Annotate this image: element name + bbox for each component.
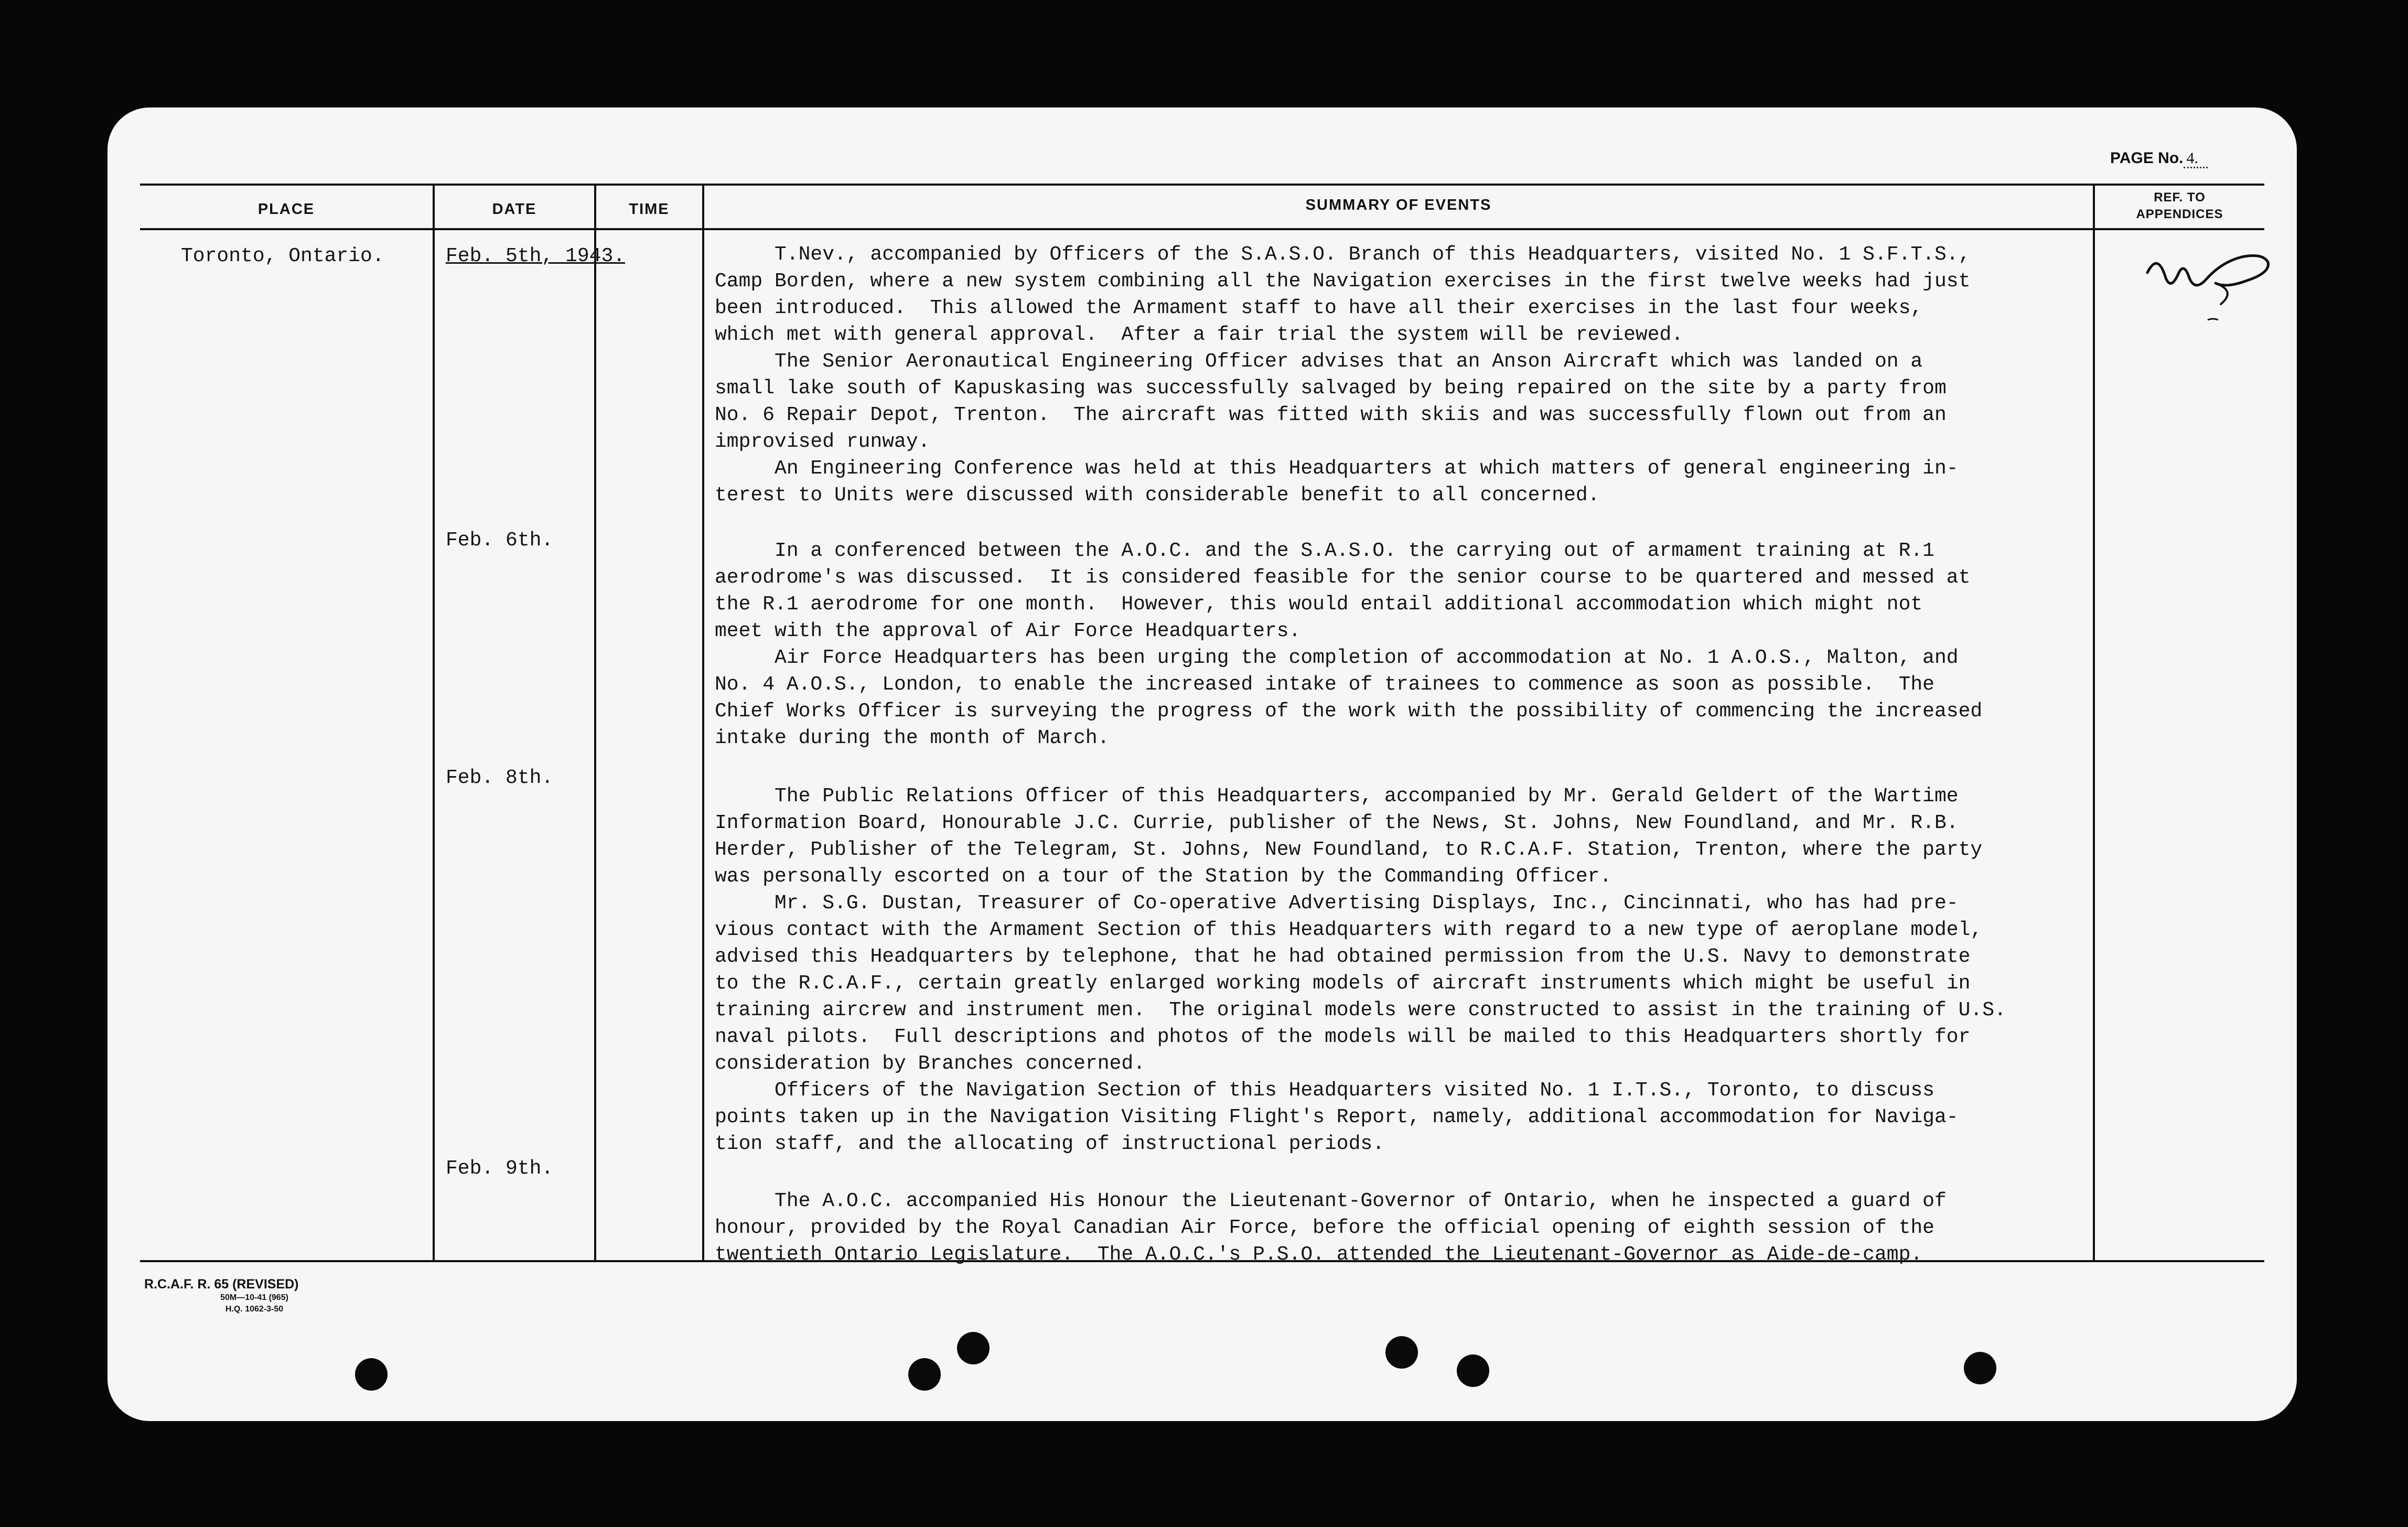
- date-cell-feb6: Feb. 6th.: [446, 529, 554, 552]
- entry-paragraph: An Engineering Conference was held at this Headquarters at which matters of general engineering in- terest to Units were discussed with considerable benefit to all concerned.: [715, 457, 1959, 507]
- handwritten-initials: [2137, 241, 2278, 325]
- column-divider-date: [594, 185, 596, 1261]
- column-header-time: TIME: [629, 201, 670, 218]
- form-print-run: 50M—10-41 (965): [220, 1293, 288, 1302]
- column-header-date: DATE: [492, 201, 537, 218]
- entry-paragraph: Officers of the Navigation Section of this Headquarters visited No. 1 I.T.S., Toronto, to discuss points taken up in the Navigation Visiting Flight's Report, namely, additional accommodation for Naviga- tion staff, and the allocating of instructional periods.: [715, 1079, 1959, 1155]
- page-number: [2110, 149, 2208, 167]
- date-cell-feb9: Feb. 9th.: [446, 1157, 554, 1180]
- form-number: R.C.A.F. R. 65 (REVISED): [144, 1277, 299, 1292]
- entry-paragraph: Air Force Headquarters has been urging the completion of accommodation at No. 1 A.O.S., Malton, and No. 4 A.O.S., London, to enable the increased intake of trainees to commence as soon as possible. The Chief Works Officer is surveying the progress of the work with the possibility of commencing the increased intake during the month of March.: [715, 647, 1983, 749]
- entry-paragraph: T.Nev., accompanied by Officers of the S.A.S.O. Branch of this Headquarters, visited No. 1 S.F.T.S., Camp Borden, where a new system combining all the Navigation exercises in the first twelve weeks had just been introduced. This allowed the Armament staff to have all their exercises in the last four weeks, which met with general approval. After a fair trial the system will be reviewed.: [715, 243, 1971, 346]
- binder-hole: [1457, 1354, 1489, 1387]
- page-number-value: 4.: [2184, 149, 2208, 168]
- date-cell-feb8: Feb. 8th.: [446, 767, 554, 789]
- column-divider-place: [433, 185, 435, 1261]
- entry-paragraph: The Public Relations Officer of this Headquarters, accompanied by Mr. Gerald Geldert of the Wartime Information Board, Honourable J.C. Currie, publisher of the News, St. Johns, New Foundland, and Mr. R.B. Herder, Publisher of the Telegram, St. Johns, New Foundland, to R.C.A.F. Station, Trenton, where the party was personally escorted on a tour of the Station by the Commanding Officer.: [715, 785, 1983, 888]
- column-header-place: PLACE: [257, 201, 315, 218]
- binder-hole: [908, 1358, 941, 1391]
- column-divider-time: [702, 185, 704, 1261]
- binder-hole: [957, 1332, 990, 1364]
- diary-sheet: [108, 107, 2297, 1421]
- binder-hole: [355, 1358, 388, 1391]
- form-footer: [144, 1277, 364, 1315]
- column-header-summary: SUMMARY OF EVENTS: [1305, 197, 1492, 213]
- form-hq-number: H.Q. 1062-3-50: [225, 1305, 284, 1314]
- page-number-label: PAGE No.: [2110, 149, 2184, 167]
- ref-header-line1: REF. TO: [2154, 190, 2206, 205]
- entry-paragraph: In a conferenced between the A.O.C. and the S.A.S.O. the carrying out of armament training at R.1 aerodrome's was discussed. It is considered feasible for the senior course to be quartered and messed at the R.1 aerodrome for one month. However, this would entail additional accommodation which might not meet with the approval of Air Force Headquarters.: [715, 540, 1971, 642]
- summary-of-events: [715, 241, 2204, 1268]
- column-header-ref: [2095, 189, 2264, 223]
- entry-paragraph: Mr. S.G. Dustan, Treasurer of Co-operative Advertising Displays, Inc., Cincinnati, who has had pre- vious contact with the Armament Section of this Headquarters with regard to a new type of aeroplane model, advised this Headquarters by telephone, that he had obtained permission from the U.S. Navy to demonstrate to the R.C.A.F., certain greatly enlarged working models of aircraft instruments which might be useful in training aircrew and instrument men. The original models were constructed to assist in the training of U.S. naval pilots. Full descriptions and photos of the models will be mailed to this Headquarters shortly for consideration by Branches concerned.: [715, 892, 2006, 1075]
- binder-hole: [1385, 1336, 1418, 1369]
- entry-paragraph: The A.O.C. accompanied His Honour the Lieutenant-Governor of Ontario, when he inspected a guard of honour, provided by the Royal Canadian Air Force, before the official opening of eighth session of the twentieth Ontario Legislature. The A.O.C.'s P.S.O. attended the Lieutenant-Governor as Aide-de-camp.: [715, 1190, 1947, 1266]
- entry-paragraph: The Senior Aeronautical Engineering Officer advises that an Anson Aircraft which was landed on a small lake south of Kapuskasing was successfully salvaged by being repaired on the site by a party from No. 6 Repair Depot, Trenton. The aircraft was fitted with skiis and was successfully flown out from an improvised runway.: [715, 350, 1947, 453]
- date-cell-feb5: Feb. 5th, 1943.: [446, 245, 626, 267]
- header-top-rule: [140, 184, 2264, 186]
- ref-header-line2: APPENDICES: [2136, 207, 2223, 221]
- header-bottom-rule: [140, 228, 2264, 230]
- binder-hole: [1964, 1352, 1996, 1384]
- place-cell: Toronto, Ontario.: [181, 245, 384, 267]
